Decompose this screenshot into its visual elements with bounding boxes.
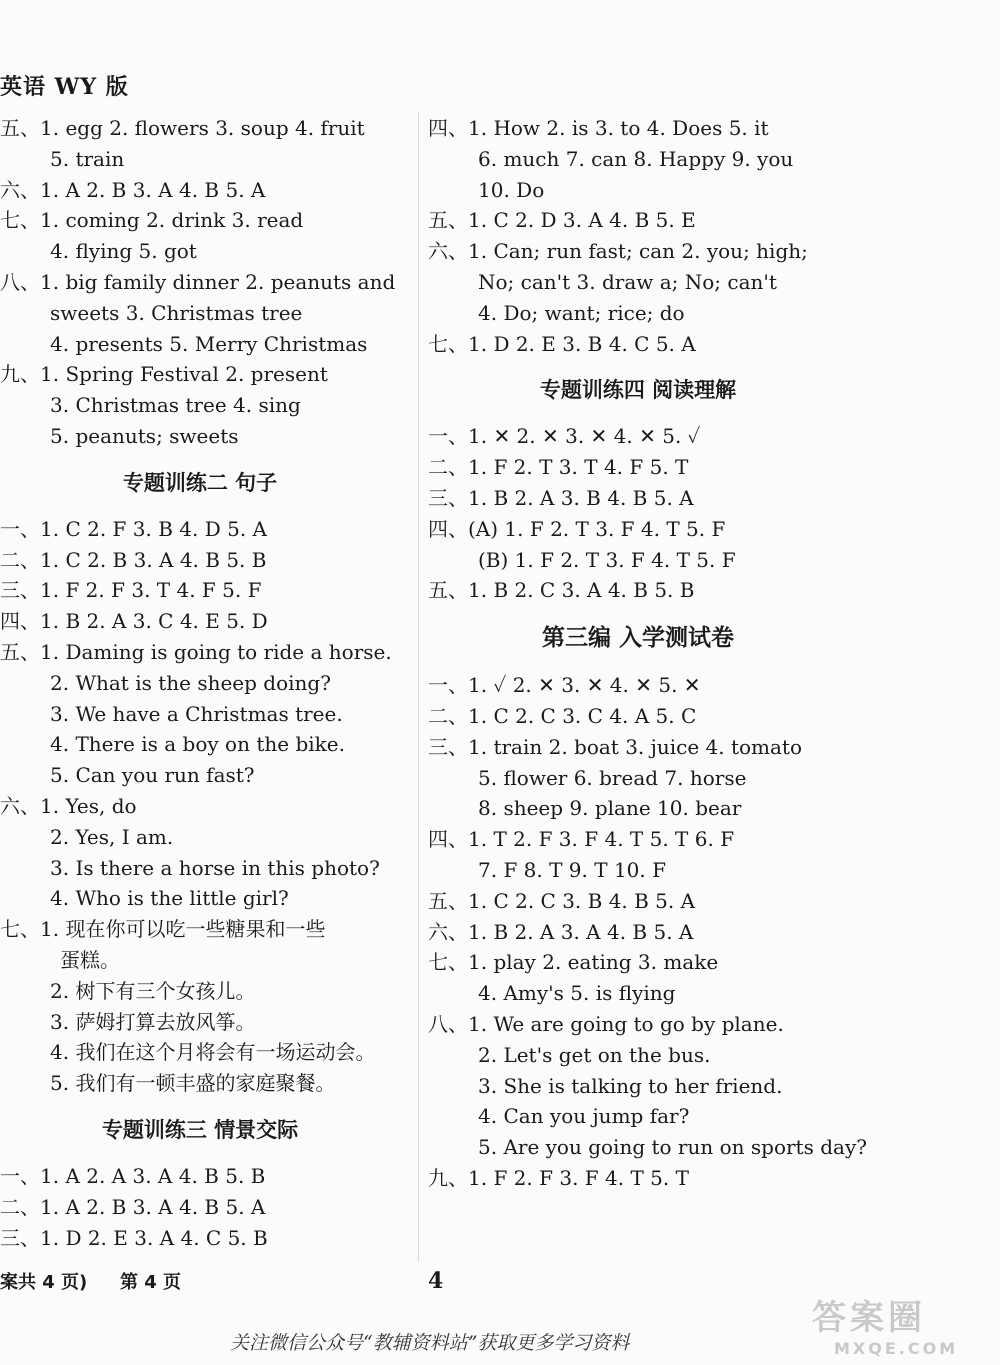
answer-line: 三、1. B 2. A 3. B 4. B 5. A [428,485,694,510]
answer-line: 4. Do; want; rice; do [478,300,685,325]
section-heading: 专题训练三 情景交际 [101,1117,299,1142]
answer-line: 八、1. big family dinner 2. peanuts and [0,269,396,294]
footer-page-label: 第 4 页 [120,1272,182,1293]
answer-line: 蛋糕。 [60,947,120,972]
answer-line: 三、1. D 2. E 3. A 4. C 5. B [0,1225,268,1250]
answer-line: (B) 1. F 2. T 3. F 4. T 5. F [478,547,736,572]
answer-line: 3. Is there a horse in this photo? [50,855,380,880]
answer-line: 七、1. 现在你可以吃一些糖果和一些 [0,917,326,942]
answer-line: 九、1. F 2. F 3. F 4. T 5. T [428,1165,689,1190]
answer-line: 七、1. D 2. E 3. B 4. C 5. A [428,331,696,356]
footer-notice: 关注微信公众号“教辅资料站”获取更多学习资料 [230,1332,630,1354]
answer-line: 8. sheep 9. plane 10. bear [478,796,742,821]
answer-line: 七、1. coming 2. drink 3. read [0,208,304,233]
answer-line: 4. Amy's 5. is flying [478,981,676,1006]
answer-line: 六、1. A 2. B 3. A 4. B 5. A [0,177,266,202]
footer-answer-pages: 案共 4 页) [0,1272,88,1293]
answer-line: 4. 我们在这个月将会有一场运动会。 [50,1040,376,1065]
watermark-url: MXQE.COM [834,1339,959,1358]
section-heading: 第三编 入学测试卷 [541,625,734,652]
answer-line: 二、1. A 2. B 3. A 4. B 5. A [0,1194,266,1219]
page-number: 4 [428,1268,444,1294]
answer-line: 一、1. A 2. A 3. A 4. B 5. B [0,1163,266,1188]
column-divider [418,112,419,1262]
answer-line: 4. There is a boy on the bike. [50,732,345,757]
answer-line: 四、1. T 2. F 3. F 4. T 5. T 6. F [428,827,735,852]
answer-line: 2. What is the sheep doing? [50,670,331,695]
answer-line: 2. 树下有三个女孩儿。 [50,978,256,1003]
left-column [0,113,400,1253]
answer-line: 3. She is talking to her friend. [478,1073,783,1098]
right-column [428,113,867,1194]
answer-line: 2. Yes, I am. [50,824,174,849]
answer-line: 四、(A) 1. F 2. T 3. F 4. T 5. F [428,516,726,541]
answer-line: 二、1. C 2. C 3. C 4. A 5. C [428,703,697,728]
answer-line: 6. much 7. can 8. Happy 9. you [478,146,794,171]
answer-line: 5. train [50,146,125,171]
answer-line: 5. peanuts; sweets [50,423,239,448]
answer-line: 六、1. Yes, do [0,793,137,818]
answer-line: 5. Can you run fast? [50,763,255,788]
page-header-title: 英语 WY 版 [0,74,129,100]
answer-line: 4. flying 5. got [50,239,197,264]
section-heading: 专题训练二 句子 [122,470,278,495]
answer-line: 三、1. F 2. F 3. T 4. F 5. F [0,578,262,603]
answer-line: 六、1. B 2. A 3. A 4. B 5. A [428,919,694,944]
answer-line: 7. F 8. T 9. T 10. F [478,857,666,882]
answer-line: 九、1. Spring Festival 2. present [0,362,328,387]
answer-line: 四、1. How 2. is 3. to 4. Does 5. it [428,116,769,140]
answer-line: 五、1. C 2. C 3. B 4. B 5. A [428,888,696,913]
section-heading: 专题训练四 阅读理解 [539,378,737,403]
answer-line: 四、1. B 2. A 3. C 4. E 5. D [0,609,268,634]
answer-line: 六、1. Can; run fast; can 2. you; high; [428,239,808,264]
answer-line: 2. Let's get on the bus. [478,1042,711,1067]
answer-line: 4. presents 5. Merry Christmas [50,331,368,356]
answer-line: 5. Are you going to run on sports day? [478,1135,867,1160]
answer-line: 3. We have a Christmas tree. [50,701,343,726]
watermark-logo [812,1290,992,1360]
answer-line: 二、1. C 2. B 3. A 4. B 5. B [0,547,267,572]
answer-line: 4. Can you jump far? [478,1104,690,1129]
answer-line: sweets 3. Christmas tree [50,300,303,325]
answer-line: 3. Christmas tree 4. sing [50,393,301,418]
answer-line: 五、1. egg 2. flowers 3. soup 4. fruit [0,116,365,140]
watermark-text: 答案圈 [812,1298,926,1338]
answer-line: 八、1. We are going to go by plane. [428,1011,784,1036]
answer-line: 3. 萨姆打算去放风筝。 [50,1009,256,1034]
answer-line: 一、1. ✕ 2. ✕ 3. ✕ 4. ✕ 5. ✓ [428,424,701,449]
answer-line: 5. flower 6. bread 7. horse [478,765,747,790]
answer-line: 三、1. train 2. boat 3. juice 4. tomato [428,734,802,759]
answer-line: 二、1. F 2. T 3. T 4. F 5. T [428,455,689,480]
answer-line: 五、1. B 2. C 3. A 4. B 5. B [428,578,695,603]
answer-line: 4. Who is the little girl? [50,886,289,911]
answer-line: 七、1. play 2. eating 3. make [428,950,719,975]
answer-line: 一、1. C 2. F 3. B 4. D 5. A [0,516,267,541]
answer-line: 一、1. ✓ 2. ✕ 3. ✕ 4. ✕ 5. ✕ [428,673,701,698]
answer-line: 五、1. Daming is going to ride a horse. [0,639,392,664]
answer-line: 五、1. C 2. D 3. A 4. B 5. E [428,208,696,233]
answer-line: 10. Do [478,177,545,202]
answer-line: No; can't 3. draw a; No; can't [478,269,777,294]
answer-line: 5. 我们有一顿丰盛的家庭聚餐。 [50,1071,336,1096]
